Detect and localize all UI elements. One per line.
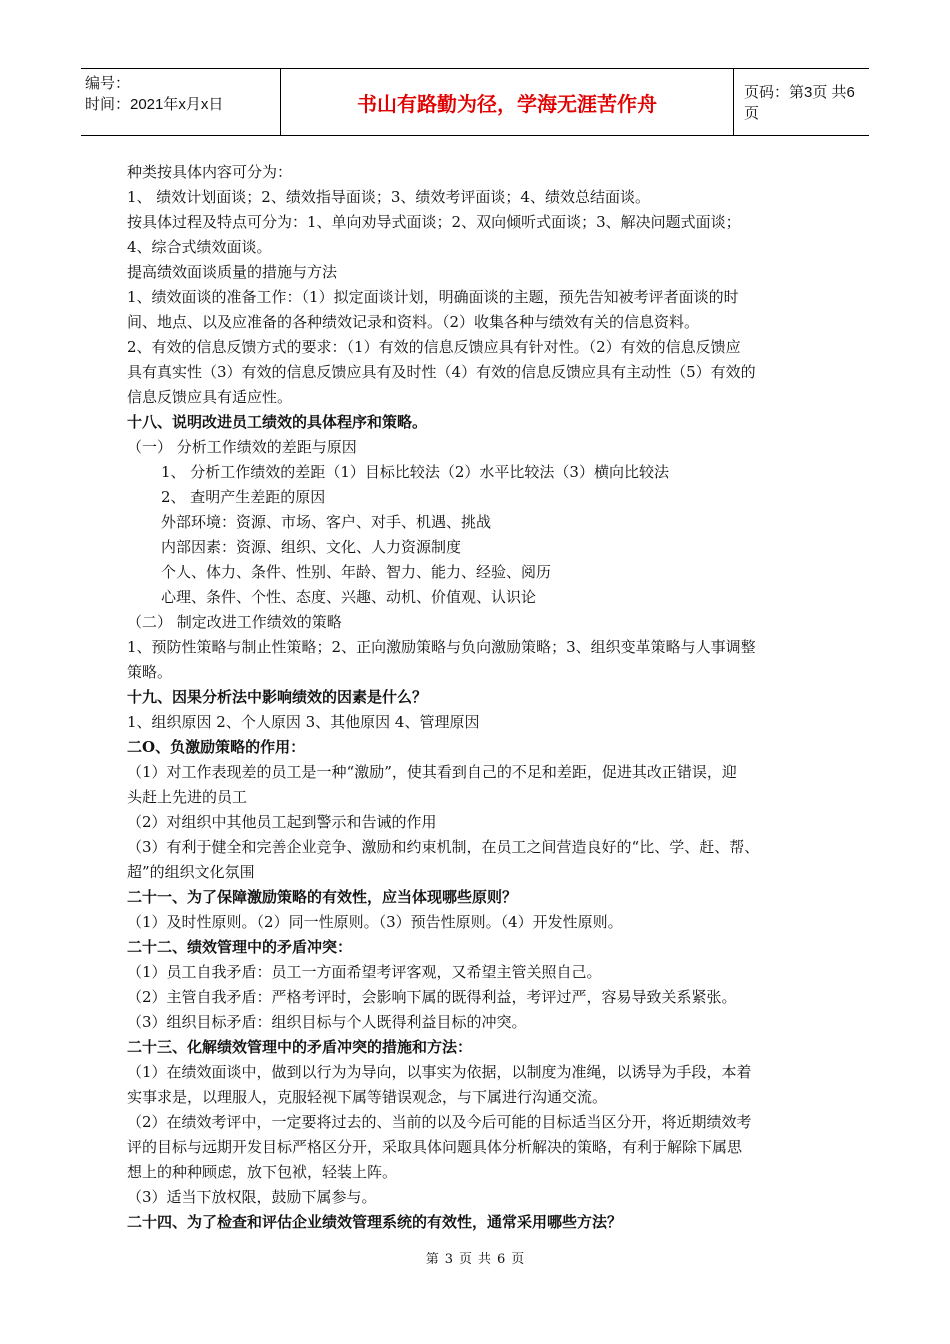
body-line: 1、绩效面谈的准备工作：（1）拟定面谈计划，明确面谈的主题，预先告知被考评者面谈的时 bbox=[127, 288, 739, 306]
header-meta bbox=[81, 69, 281, 135]
body-line: 内部因素：资源、组织、文化、人力资源制度 bbox=[161, 538, 462, 556]
body-line: 1、组织原因 2、个人原因 3、其他原因 4、管理原因 bbox=[127, 713, 480, 731]
footer-di: 第 bbox=[425, 1252, 439, 1267]
body-line: （二） 制定改进工作绩效的策略 bbox=[127, 613, 342, 631]
body-line: 外部环境：资源、市场、客户、对手、机遇、挑战 bbox=[161, 513, 492, 531]
footer-ye2: 页 bbox=[511, 1252, 525, 1267]
body-line: （1）在绩效面谈中，做到以行为为导向，以事实为依据，以制度为准绳，以诱导为手段，本着 bbox=[127, 1063, 752, 1081]
page-header bbox=[81, 68, 869, 136]
body-line: 信息反馈应具有适应性。 bbox=[127, 388, 293, 406]
body-line: （1）对工作表现差的员工是一种“激励”，使其看到自己的不足和差距，促进其改正错误，迎 bbox=[127, 763, 737, 781]
body-line: （3）组织目标矛盾：组织目标与个人既得利益目标的冲突。 bbox=[127, 1013, 527, 1031]
page-footer bbox=[0, 1248, 950, 1267]
document-body bbox=[127, 160, 839, 1235]
body-line: 策略。 bbox=[127, 663, 173, 681]
section-heading: 二十一、为了保障激励策略的有效性，应当体现哪些原则？ bbox=[127, 888, 518, 906]
header-page-label: 页码：第3页 共6页 bbox=[744, 84, 855, 122]
body-line: 2、 查明产生差距的原因 bbox=[161, 488, 326, 506]
body-line: 具有真实性（3）有效的信息反馈应具有及时性（4）有效的信息反馈应具有主动性（5）有效的 bbox=[127, 363, 756, 381]
body-line: 实事求是，以理服人，克服轻视下属等错误观念，与下属进行沟通交流。 bbox=[127, 1088, 608, 1106]
footer-ye: 页 bbox=[458, 1252, 472, 1267]
footer-page-number: 3 bbox=[444, 1252, 453, 1267]
section-heading: 二O、负激励策略的作用： bbox=[127, 738, 306, 756]
section-heading: 二十二、绩效管理中的矛盾冲突： bbox=[127, 938, 353, 956]
body-line: （2）对组织中其他员工起到警示和告诫的作用 bbox=[127, 813, 437, 831]
body-line: 1、 分析工作绩效的差距（1）目标比较法（2）水平比较法（3）横向比较法 bbox=[161, 463, 669, 481]
body-line: 种类按具体内容可分为： bbox=[127, 163, 293, 181]
body-line: 心理、条件、个性、态度、兴趣、动机、价值观、认识论 bbox=[161, 588, 537, 606]
body-line: （2）在绩效考评中，一定要将过去的、当前的以及今后可能的目标适当区分开，将近期绩效考 bbox=[127, 1113, 752, 1131]
body-line: 1、预防性策略与制止性策略；2、正向激励策略与负向激励策略；3、组织变革策略与人事调整 bbox=[127, 638, 756, 656]
body-line: （3）有利于健全和完善企业竞争、激励和约束机制，在员工之间营造良好的“比、学、赶、帮、 bbox=[127, 838, 760, 856]
number-label: 编号： bbox=[85, 75, 131, 92]
section-heading: 十八、说明改进员工绩效的具体程序和策略。 bbox=[127, 413, 428, 431]
section-heading: 十九、因果分析法中影响绩效的因素是什么？ bbox=[127, 688, 428, 706]
body-line: 提高绩效面谈质量的措施与方法 bbox=[127, 263, 338, 281]
header-motto: 书山有路勤为径，学海无涯苦作舟 bbox=[281, 69, 734, 135]
body-line: 想上的种种顾虑，放下包袱，轻装上阵。 bbox=[127, 1163, 398, 1181]
section-heading: 二十四、为了检查和评估企业绩效管理系统的有效性，通常采用哪些方法？ bbox=[127, 1213, 623, 1231]
body-line: （3）适当下放权限，鼓励下属参与。 bbox=[127, 1188, 377, 1206]
body-line: 按具体过程及特点可分为：1、单向劝导式面谈；2、双向倾听式面谈；3、解决问题式面谈； bbox=[127, 213, 741, 231]
body-line: 头赶上先进的员工 bbox=[127, 788, 248, 806]
body-line: 2、有效的信息反馈方式的要求：（1）有效的信息反馈应具有针对性。（2）有效的信息反馈应 bbox=[127, 338, 741, 356]
footer-total-pages: 6 bbox=[497, 1252, 506, 1267]
time-label: 时间：2021年x月x日 bbox=[85, 96, 224, 113]
body-line: 个人、体力、条件、性别、年龄、智力、能力、经验、阅历 bbox=[161, 563, 552, 581]
body-line: （一） 分析工作绩效的差距与原因 bbox=[127, 438, 357, 456]
section-heading: 二十三、化解绩效管理中的矛盾冲突的措施和方法： bbox=[127, 1038, 473, 1056]
body-line: 1、 绩效计划面谈；2、绩效指导面谈；3、绩效考评面谈；4、绩效总结面谈。 bbox=[127, 188, 650, 206]
body-line: （1）员工自我矛盾：员工一方面希望考评客观，又希望主管关照自己。 bbox=[127, 963, 602, 981]
body-line: 超”的组织文化氛围 bbox=[127, 863, 255, 881]
body-line: 间、地点、以及应准备的各种绩效记录和资料。（2）收集各种与绩效有关的信息资料。 bbox=[127, 313, 700, 331]
body-line: 4、综合式绩效面谈。 bbox=[127, 238, 272, 256]
body-line: （2）主管自我矛盾：严格考评时，会影响下属的既得利益，考评过严，容易导致关系紧张。 bbox=[127, 988, 737, 1006]
footer-gong: 共 bbox=[478, 1252, 492, 1267]
body-line: 评的目标与远期开发目标严格区分开，采取具体问题具体分析解决的策略，有利于解除下属思 bbox=[127, 1138, 743, 1156]
body-line: （1）及时性原则。（2）同一性原则。（3）预告性原则。（4）开发性原则。 bbox=[127, 913, 623, 931]
